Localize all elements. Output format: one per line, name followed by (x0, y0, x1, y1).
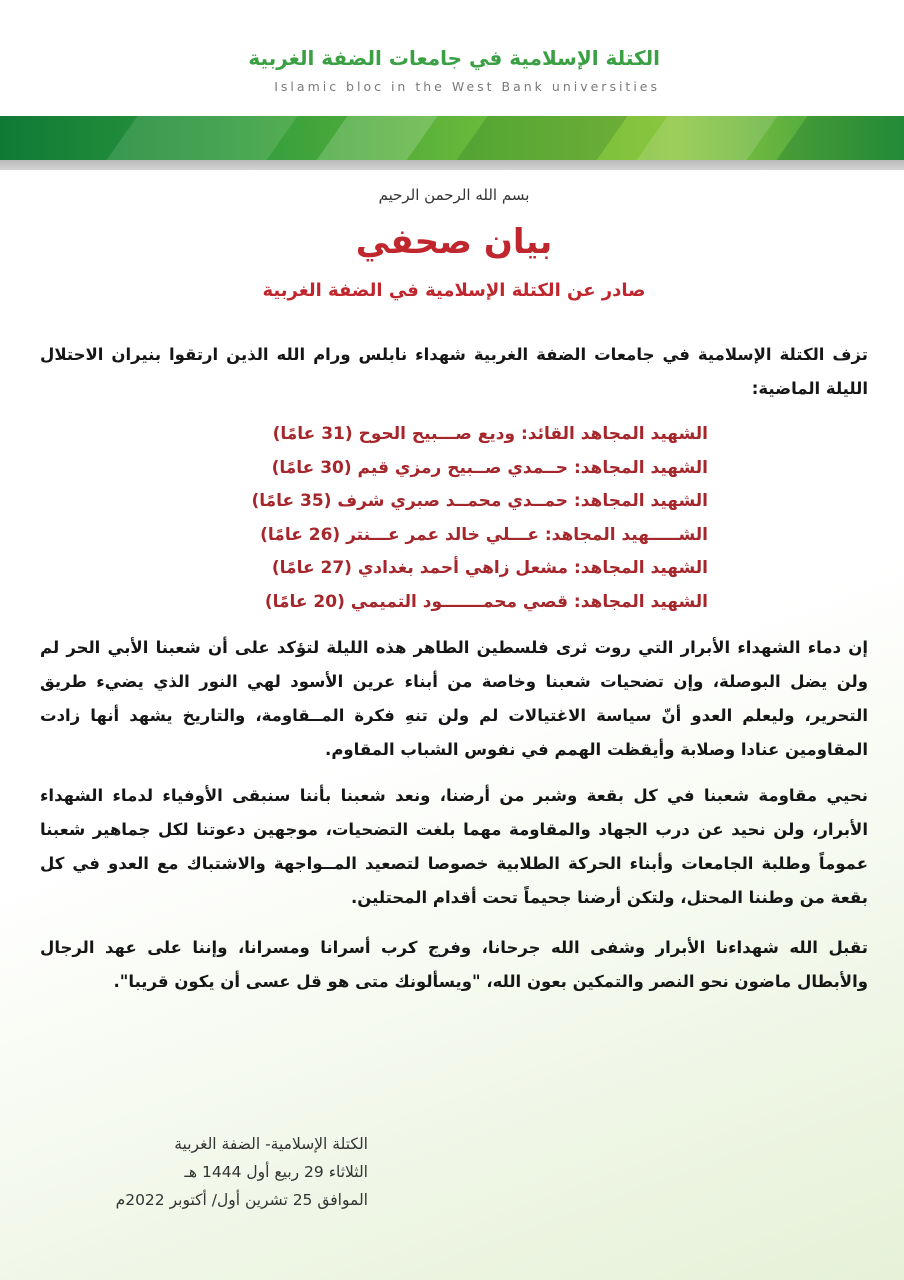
signature-gregorian-date: الموافق 25 تشرين أول/ أكتوبر 2022م (115, 1191, 368, 1209)
banner-stripe (758, 116, 904, 160)
basmala: بسم الله الرحمن الرحيم (378, 186, 530, 204)
banner-stripe (438, 116, 641, 160)
signature-block (28, 1130, 368, 1214)
document-subtitle: صادر عن الكتلة الإسلامية في الضفة الغربية (262, 280, 646, 301)
signature-organization: الكتلة الإسلامية- الضفة الغربية (174, 1135, 368, 1153)
martyr-item: الشهيد المجاهد القائد: وديع صـــبيح الحوح (31 عامًا) (272, 424, 708, 444)
signature-hijri-date: الثلاثاء 29 ربيع أول 1444 هـ (184, 1163, 368, 1181)
martyr-item: الشهيد المجاهد: حــمدي صــبيح رمزي قيم (30 عامًا) (271, 457, 708, 478)
martyr-item: الشـــــهيد المجاهد: عـــلي خالد عمر عـــنتر (26 عامًا) (260, 524, 708, 545)
banner-stripe (618, 116, 791, 160)
letterhead (0, 0, 904, 118)
statement-body (40, 186, 868, 999)
body-paragraph-1: إن دماء الشهداء الأبرار التي روت ثرى فلسطين الطاهر هذه الليلة لتؤكد على أن شعبنا الأبي الحر لم ولن يضل البوصلة، وإن تضحيات شعبنا وخاصة من أبناء عرين الأسود لهي النور الذي يضيء طريق التحرير، وليعلم العدو أنّ سياسة الاغتيالات لم ولن تنهِ فكرة المــقاومة، والتاريخ يشهد أنها زادت المقاومين عنادا وصلابة وأيقظت الهمم في نفوس الشباب المقاوم. (40, 638, 868, 759)
letterhead-banner (0, 116, 904, 160)
document-title: بيان صحفي (355, 222, 553, 262)
banner-stripe (88, 116, 311, 160)
letterhead-title-english: Islamic bloc in the West Bank universities (274, 79, 660, 94)
martyr-item: الشهيد المجاهد: قصي محمـــــــود التميمي (20 عامًا) (264, 591, 708, 612)
intro-paragraph: تزف الكتلة الإسلامية في جامعات الضفة الغربية شهداء نابلس ورام الله الذين ارتقوا بنيران الاحتلال الليلة الماضية: (40, 345, 868, 398)
body-paragraph-2: نحيي مقاومة شعبنا في كل بقعة وشبر من أرضنا، ونعد شعبنا بأننا سنبقى الأوفياء لدماء الشهداء الأبرار، ولن نحيد عن درب الجهاد والمقاومة مهما بلغت التضحيات، موجهين دعوتنا لكل جماهير شعبنا عموماً وطلبة الجامعات وأبناء الحركة الطلابية خصوصا لتصعيد المــواجهة والاشتباك مع العدو في كل بقعة من وطننا المحتل، ولتكن أرضنا جحيماً تحت أقدام المحتلين. (40, 786, 868, 907)
body-paragraph-3: تقبل الله شهداءنا الأبرار وشفى الله جرحانا، وفرج كرب أسرانا ومسرانا، وإننا على عهد الرجال والأبطال ماضون نحو النصر والتمكين بعون الله، "ويسألونك متى هو قل عسى أن يكون قريبا". (40, 938, 868, 991)
banner-stripe (298, 116, 451, 160)
martyr-item: الشهيد المجاهد: حمــدي محمــد صبري شرف (35 عامًا) (251, 491, 708, 511)
martyrs-list (40, 418, 868, 619)
letterhead-title-arabic: الكتلة الإسلامية في جامعات الضفة الغربية (248, 46, 660, 70)
martyr-item: الشهيد المجاهد: مشعل زاهي أحمد بغدادي (27 عامًا) (271, 558, 708, 578)
banner-underline (0, 160, 904, 170)
